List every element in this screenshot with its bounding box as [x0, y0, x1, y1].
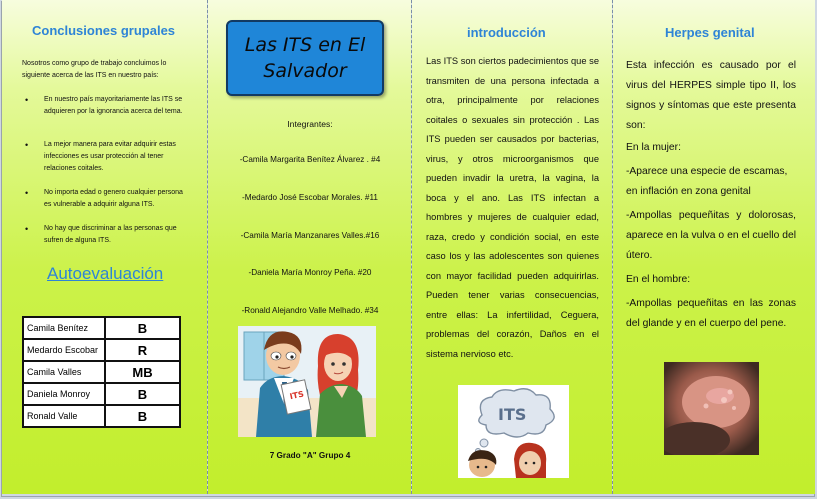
conclusions-list	[22, 94, 192, 247]
couple-illustration	[238, 326, 376, 437]
fold-line	[612, 0, 613, 494]
herpes-paragraph: En la mujer:	[626, 142, 681, 153]
table-row	[23, 317, 180, 339]
leaflet-text: ITS	[288, 389, 305, 402]
introduction-text: Las ITS son ciertos padecimientos que se transmiten de una persona infectada a otra, principalmente por relaciones coitales o sexuales sin protección . Las ITS pueden ser causados por bacterias, virus, y otros microorganismos que pueden invadir la uretra, la vagina, la boca y el ano. Las ITS infectan a hombres y mujeres de cualquier edad, raza, credo y condición social, en este caso los y las adolescentes son quienes con mayor facilidad pueden adquirirlas. Pueden tener varias consecuencias, entre ellas: La infertilidad, Ceguera, problemas del corazón, Daños en el sistema nervioso etc.	[426, 56, 599, 359]
member-item: -Medardo José Escobar Morales. #11	[242, 193, 378, 202]
members-label: Integrantes:	[287, 119, 333, 129]
grade-name: Daniela Monroy	[23, 383, 105, 405]
herpes-paragraph: Esta infección es causado por el virus del HERPES simple tipo II, los signos y síntomas que este presenta son:	[626, 60, 796, 131]
grade-value: B	[105, 405, 180, 427]
grade-name: Ronald Valle	[23, 405, 105, 427]
grade-name: Medardo Escobar	[23, 339, 105, 361]
panel-heading: Conclusiones grupales	[32, 23, 176, 38]
grade-name: Camila Benítez	[23, 317, 105, 339]
panel-conclusions	[2, 0, 207, 494]
table-row	[23, 383, 180, 405]
grade-value: R	[105, 339, 180, 361]
panel-heading: introducción	[467, 25, 546, 40]
list-item: • La mejor manera para evitar adquirir estas infecciones es usar protección al tener relaciones coitales.	[22, 139, 192, 175]
herpes-paragraph: En el hombre:	[626, 274, 691, 285]
its-cartoon	[458, 385, 569, 478]
member-item: -Ronald Alejandro Valle Melhado. #34	[241, 306, 379, 315]
grade-value: B	[105, 317, 180, 339]
table-row	[23, 339, 180, 361]
title-line-1: Las ITS en El	[244, 34, 366, 56]
self-assessment-title: Autoevaluación	[47, 264, 164, 283]
list-item: • No hay que discriminar a las personas que sufren de alguna ITS.	[22, 223, 192, 247]
list-item: • No importa edad o genero cualquier persona es vulnerable a adquirir alguna ITS.	[22, 187, 192, 211]
group-footer: 7 Grado "A" Grupo 4	[269, 451, 351, 460]
fold-line	[411, 0, 412, 494]
bubble-text: ITS	[498, 405, 527, 424]
table-row	[23, 405, 180, 427]
member-item: -Camila Margarita Benítez Álvarez . #4	[239, 155, 381, 164]
title-box	[226, 20, 384, 96]
table-row	[23, 361, 180, 383]
herpes-photo	[664, 362, 759, 455]
self-assessment-table	[22, 316, 181, 428]
panel-heading: Herpes genital	[665, 25, 755, 40]
herpes-text	[626, 56, 796, 334]
list-item: • En nuestro país mayoritariamente las ITS se adquieren por la ignorancia acerca del tema.	[22, 94, 192, 118]
member-item: -Daniela María Monroy Peña. #20	[248, 268, 372, 277]
herpes-paragraph: -Ampollas pequeñitas en las zonas del glande y en el cuerpo del pene.	[626, 298, 796, 329]
title-line-2: Salvador	[263, 60, 347, 82]
member-item: -Camila María Manzanares Valles.#16	[240, 231, 380, 240]
grade-name: Camila Valles	[23, 361, 105, 383]
grade-value: B	[105, 383, 180, 405]
herpes-paragraph: -Aparece una especie de escamas, en inflación en zona genital	[626, 166, 788, 197]
conclusions-intro: Nosotros como grupo de trabajo concluimos lo siguiente acerca de las ITS en nuestro país:	[22, 60, 167, 79]
grade-value: MB	[105, 361, 180, 383]
herpes-paragraph: -Ampollas pequeñitas y dolorosas, aparece en la vulva o en el cuello del útero.	[626, 210, 796, 261]
fold-line	[207, 0, 208, 494]
